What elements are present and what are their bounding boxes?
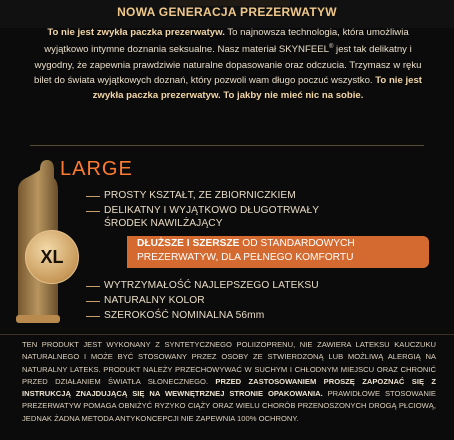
feature-item: PROSTY KSZTAŁT, ZE ZBIORNICZKIEM <box>104 190 296 201</box>
feature-item: ŚRODEK NAWILŻAJĄCY <box>104 218 223 229</box>
feature-item: DELIKATNY I WYJĄTKOWO DŁUGOTRWAŁY <box>104 205 320 216</box>
feature-item: SZEROKOŚĆ NOMINALNA 56mm <box>104 310 265 321</box>
fineprint: TEN PRODUKT JEST WYKONANY Z SYNTETYCZNEGO POLIIZOPRENU, NIE ZAWIERA LATEKSU KAUCZUKU NATURALNEGO I MOŻE BYĆ STOSOWANY PRZEZ OSOBY ZE STWIERDZONĄ LUB MOŻLIWĄ ALERGIĄ NA NATURALNY LATEKS. PRODUKT NALEŻY PRZECHOWYWAĆ W SUCHYM I CHŁODNYM MIEJSCU ORAZ CHRONIĆ PRZED DZIAŁANIEM ŚWIATŁA SŁONECZNEGO. PRZED ZASTOSOWANIEM PROSZĘ ZAPOZNAĆ SIĘ Z INSTRUKCJĄ ZNAJDUJĄCĄ SIĘ NA WEWNĘTRZNEJ STRONIE OPAKOWANIA. PRAWIDŁOWE STOSOWANIE PREZERWATYW POMAGA OBNIŻYĆ RYZYKO CIĄŻY ORAZ WIELU CHORÓB PRZENOSZONYCH DROGĄ PŁCIOWĄ, JEDNAK ŻADNA METODA ANTYKONCEPCJI NIE ZAPEWNIA 100% OCHRONY. <box>22 340 437 423</box>
size-title: LARGE <box>60 158 133 180</box>
divider <box>30 145 424 146</box>
divider <box>0 334 454 335</box>
highlight-text: DŁUŻSZE I SZERSZE OD STANDARDOWYCH PREZERWATYW, DLA PEŁNEGO KOMFORTU <box>137 238 355 263</box>
intro-paragraph <box>26 25 430 103</box>
feature-item: NATURALNY KOLOR <box>104 295 205 306</box>
intro-bold-4: To nie jest zwykła paczka prezerwatyw. To jakby nie mieć nic na sobie. <box>92 74 422 101</box>
intro-text-2: To najnowsza technologia, która umożliwia wyjątkowo intymne doznania seksualne. Nasz materiał SKYNFEEL <box>44 27 409 56</box>
heading: NOWA GENERACJA PREZERWATYW <box>117 5 337 19</box>
intro-text-3: jest tak delikatny i wygodny, że zapewnia prawdziwie naturalne dopasowanie oraz odczucia. Trzymasz w ręku bilet do świata wyjątkowych doznań, który pozwoli wam długo poczuć wszystko. <box>34 44 422 86</box>
registered-mark: ® <box>328 44 334 51</box>
feature-item: WYTRZYMAŁOŚĆ NAJLEPSZEGO LATEKSU <box>104 280 319 291</box>
intro-bold-1: To nie jest zwykła paczka prezerwatyw. <box>47 27 225 38</box>
xl-badge: XL <box>25 230 79 284</box>
